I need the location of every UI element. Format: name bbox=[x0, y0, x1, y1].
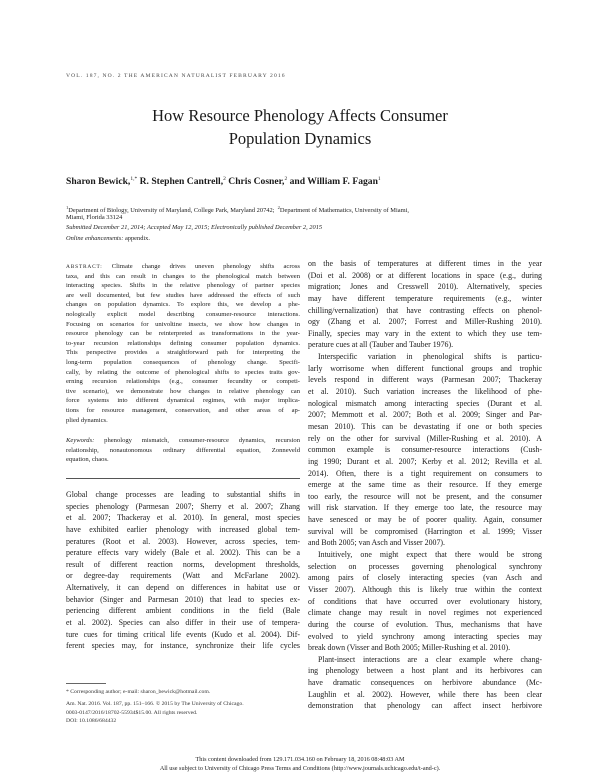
abstract-line: tions for resource management, conservation, and other areas of ap- bbox=[66, 406, 300, 414]
body-line: demonstration that phenology can affect insect herbivore bbox=[308, 701, 542, 711]
body-line: (Doi et al. 2008) or at different locations in space (e.g., during bbox=[308, 270, 542, 280]
affiliation-1: Department of Biology, University of Maryland, College Park, Maryland 20742; bbox=[68, 207, 275, 214]
body-line: among pairs of closely interacting species (van Asch and bbox=[308, 573, 542, 583]
body-line: Alternatively, it can depend on differences in habitat use or bbox=[66, 583, 300, 593]
author-name: Sharon Bewick, bbox=[66, 176, 131, 187]
citation-footnote: Am. Nat. 2016. Vol. 187, pp. 151–166. © 2015 by The University of Chicago. bbox=[66, 701, 244, 707]
body-line: behavior (Singer and Parmesan 2010) that lead to species ex- bbox=[66, 594, 300, 604]
author-affiliation-mark: 2 bbox=[284, 176, 288, 182]
author-name: R. Stephen Cantrell, bbox=[139, 176, 224, 187]
body-line: ogy (Zhang et al. 2007; Forrest and Miller-Rushing 2010). bbox=[308, 317, 542, 327]
body-line: Intuitively, one might expect that there would be strong bbox=[318, 550, 542, 560]
appendix-link[interactable]: appendix. bbox=[124, 235, 150, 242]
body-line: mesan 2010). This can be devastating if one or both species bbox=[308, 421, 542, 431]
body-line: perature effects vary widely (Bale et al. 2002). This can be a bbox=[66, 548, 300, 558]
abstract-line: erning recursion relationships (e.g., consumer fecundity or competi- bbox=[66, 378, 300, 386]
body-line: perature cues at all (Tauber and Tauber 1976). bbox=[308, 340, 454, 350]
abstract-line: are well documented, but few studies have addressed the effects of such bbox=[66, 291, 300, 299]
body-line: ing phenology between a host plant and its herbivores can bbox=[308, 666, 542, 676]
body-line: emerge at the same time as their resource. If they emerge bbox=[308, 480, 542, 490]
body-line: have dramatic consequences on herbivore abundance (Mc- bbox=[308, 678, 542, 688]
body-line: Global change processes are leading to substantial shifts in bbox=[66, 490, 300, 499]
corresponding-author-footnote: * Corresponding author; e-mail: sharon_bewick@hotmail.com. bbox=[66, 689, 211, 695]
body-line: chilling/vernalization) that have contrasting effects on phenol- bbox=[308, 305, 542, 315]
body-text-right-column bbox=[308, 258, 542, 712]
abstract-line: taxa, and this can result in changes to the phenological match between bbox=[66, 272, 300, 280]
online-enhancements bbox=[66, 235, 150, 242]
body-line: ing 1990; Durant et al. 2007; Kerby et al. 2012; Revilla et al. bbox=[308, 456, 542, 466]
author-affiliation-mark: 2 bbox=[223, 176, 226, 182]
affiliation-2-continued: Miami, Florida 33124 bbox=[66, 213, 123, 221]
author-affiliation-mark: 1 bbox=[377, 176, 381, 182]
body-line: Visser 2007). Although this is likely true within the context bbox=[308, 584, 542, 594]
body-line: result of different reaction norms, development thresholds, bbox=[66, 559, 300, 569]
body-line: on the basis of temperatures at different times in the year bbox=[308, 259, 542, 268]
body-line: survival will be compromised (Harrington et al. 1999; Visser bbox=[308, 526, 542, 536]
running-head: VOL. 187, NO. 2 THE AMERICAN NATURALIST FEBRUARY 2016 bbox=[66, 73, 286, 79]
body-line: et al. 2010). Such variation increases the likelihood of phe- bbox=[308, 387, 542, 397]
body-text-left-column bbox=[66, 489, 300, 652]
author-list bbox=[66, 176, 381, 187]
body-line: et al. 2007; Thackeray et al. 2010). In general, most species bbox=[66, 513, 300, 523]
article-title-line-2: Population Dynamics bbox=[228, 129, 372, 148]
body-line: break down (Visser and Both 2005; Miller-Rushing et al. 2010). bbox=[308, 643, 511, 653]
body-line: have senesced or may be of poorer quality. Again, consumer bbox=[308, 515, 542, 525]
issn-footnote: 0003-0147/2016/18702-55934$15.00. All rights reserved. bbox=[66, 709, 198, 716]
body-line: during the course of evolution. Thus, mechanisms that have bbox=[308, 619, 542, 629]
body-line: 2007; Memmott et al. 2007; Both et al. 2009; Singer and Par- bbox=[308, 410, 542, 420]
abstract-line: plied dynamics. bbox=[66, 416, 108, 424]
body-line: or degree-day requirements (Watt and McFarlane 2002). bbox=[66, 571, 300, 581]
body-line: peratures (Root et al. 2003). However, across species, tem- bbox=[66, 536, 300, 546]
author-name: and William F. Fagan bbox=[289, 176, 378, 187]
body-line: Laughlin et al. 2002). However, while there has been clear bbox=[308, 689, 542, 699]
author-name: Chris Cosner, bbox=[228, 176, 285, 187]
body-line: Finally, species may vary in the extent to which they use tem- bbox=[308, 328, 542, 338]
abstract-label: ABSTRACT: bbox=[66, 264, 103, 270]
keywords-line: Keywords: phenology mismatch, consumer-resource dynamics, recursion bbox=[66, 437, 300, 444]
body-line: selection on processes governing phenological synchrony bbox=[308, 561, 542, 571]
body-line: will risk starvation. If they emerge too late, the resource may bbox=[308, 503, 542, 513]
body-line: and Both 2005; van Asch and Visser 2007). bbox=[308, 538, 446, 548]
abstract-line: long-term population consequences of phenology change. Specifi- bbox=[66, 358, 300, 366]
keywords-line: relationship, nonautonomous ordinary differential equation, Zonneveld bbox=[66, 446, 300, 454]
terms-notice[interactable]: All use subject to University of Chicago Press Terms and Conditions (http://www.journals.uchicago.edu/t-and-c). bbox=[159, 765, 441, 772]
article-title-line-1: How Resource Phenology Affects Consumer bbox=[152, 106, 448, 125]
abstract-line: ABSTRACT: Climate change drives uneven phenology shifts across bbox=[66, 263, 300, 270]
abstract-line: cally, by relating the outcome of phenological shifts to species traits gov- bbox=[66, 368, 300, 376]
body-line: nological mismatch among interacting species (Durant et al. bbox=[308, 398, 542, 408]
body-line: ferent species may, for instance, synchronize their life cycles bbox=[66, 641, 300, 651]
abstract-line: nologically explicit model describing consumer-resource interactions. bbox=[66, 310, 300, 318]
body-line: of conditions that have occurred over evolutionary history, bbox=[308, 596, 542, 606]
body-line: et al. 2002). Species can also differ in their use of tempera- bbox=[66, 618, 300, 628]
body-line: may have different temperature requirements (e.g., winter bbox=[308, 293, 542, 303]
abstract-line: force systems into different dynamical regimes, with major implica- bbox=[66, 397, 300, 405]
abstract-line: interacting species. Shifts in the relative phenology of partner species bbox=[66, 282, 300, 290]
online-enhancements-label: Online enhancements: bbox=[66, 235, 124, 242]
publication-dates: Submitted December 21, 2014; Accepted May 12, 2015; Electronically published December 2, 2015 bbox=[66, 224, 323, 231]
keywords bbox=[66, 436, 300, 465]
affiliations: $^1$Department of Biology, University of Maryland, College Park, Maryland 20742; $^2$Department of Mathematics, University of Miami, bbox=[66, 205, 409, 214]
footnote-rule bbox=[66, 683, 106, 684]
abstract-line: tive scenario), we demonstrate how changes in relative phenology can bbox=[66, 387, 300, 395]
keywords-line: equation, chaos. bbox=[66, 456, 109, 464]
author-affiliation-mark: 1,* bbox=[130, 176, 138, 182]
body-line: Interspecific variation in phenological shifts is particu- bbox=[318, 352, 542, 362]
body-line: rely on the other for survival (Miller-Rushing et al. 2010). A bbox=[308, 433, 542, 443]
abstract bbox=[66, 262, 300, 425]
abstract-line: changes on population dynamics. To explore this, we develop a phe- bbox=[66, 301, 300, 309]
body-line: Plant-insect interactions are a clear example where chang- bbox=[318, 654, 542, 664]
download-notice: This content downloaded from 129.171.034.160 on February 18, 2016 08:48:03 AM bbox=[195, 756, 405, 763]
body-line: larly worrisome when different functional groups and trophic bbox=[308, 363, 542, 373]
body-line: ture cues for timing critical life events (Kudo et al. 2004). Dif- bbox=[66, 629, 300, 639]
keywords-label: Keywords: bbox=[66, 437, 95, 444]
body-line: species phenology (Parmesan 2007; Sherry et al. 2007; Zhang bbox=[66, 501, 300, 511]
abstract-line: resource phenology can be reinterpreted as transformations in the year- bbox=[66, 330, 300, 338]
body-line: 2014). Often, there is a tight requirement on consumers to bbox=[308, 468, 542, 478]
body-line: periencing different ambient conditions in the field (Bale bbox=[66, 606, 300, 616]
body-line: have exhibited earlier phenology with increased global tem- bbox=[66, 524, 300, 534]
body-line: evolved to yield synchrony among interacting species may bbox=[308, 631, 542, 641]
body-line: migration; Jones and Cresswell 2010). Alternatively, species bbox=[308, 282, 542, 292]
affiliation-2: Department of Mathematics, University of Miami, bbox=[279, 207, 409, 214]
body-line: levels respond in different ways (Parmesan 2007; Thackeray bbox=[308, 375, 542, 385]
abstract-line: This perspective provides a straightforward path for interpreting the bbox=[66, 349, 300, 357]
abstract-line: to-year recursion relationships defining consumer population dynamics. bbox=[66, 339, 300, 347]
body-line: too early, the resource will not be present, and the consumer bbox=[308, 491, 542, 501]
doi-footnote[interactable]: DOI: 10.1086/684432 bbox=[66, 718, 117, 724]
body-line: climate change may result in novel regimes not experienced bbox=[308, 608, 542, 618]
section-divider bbox=[66, 478, 300, 479]
body-line: common example is consumer-resource interactions (Cush- bbox=[308, 445, 542, 455]
abstract-line: Focusing on scenarios for univoltine insects, we show how changes in bbox=[66, 320, 300, 328]
